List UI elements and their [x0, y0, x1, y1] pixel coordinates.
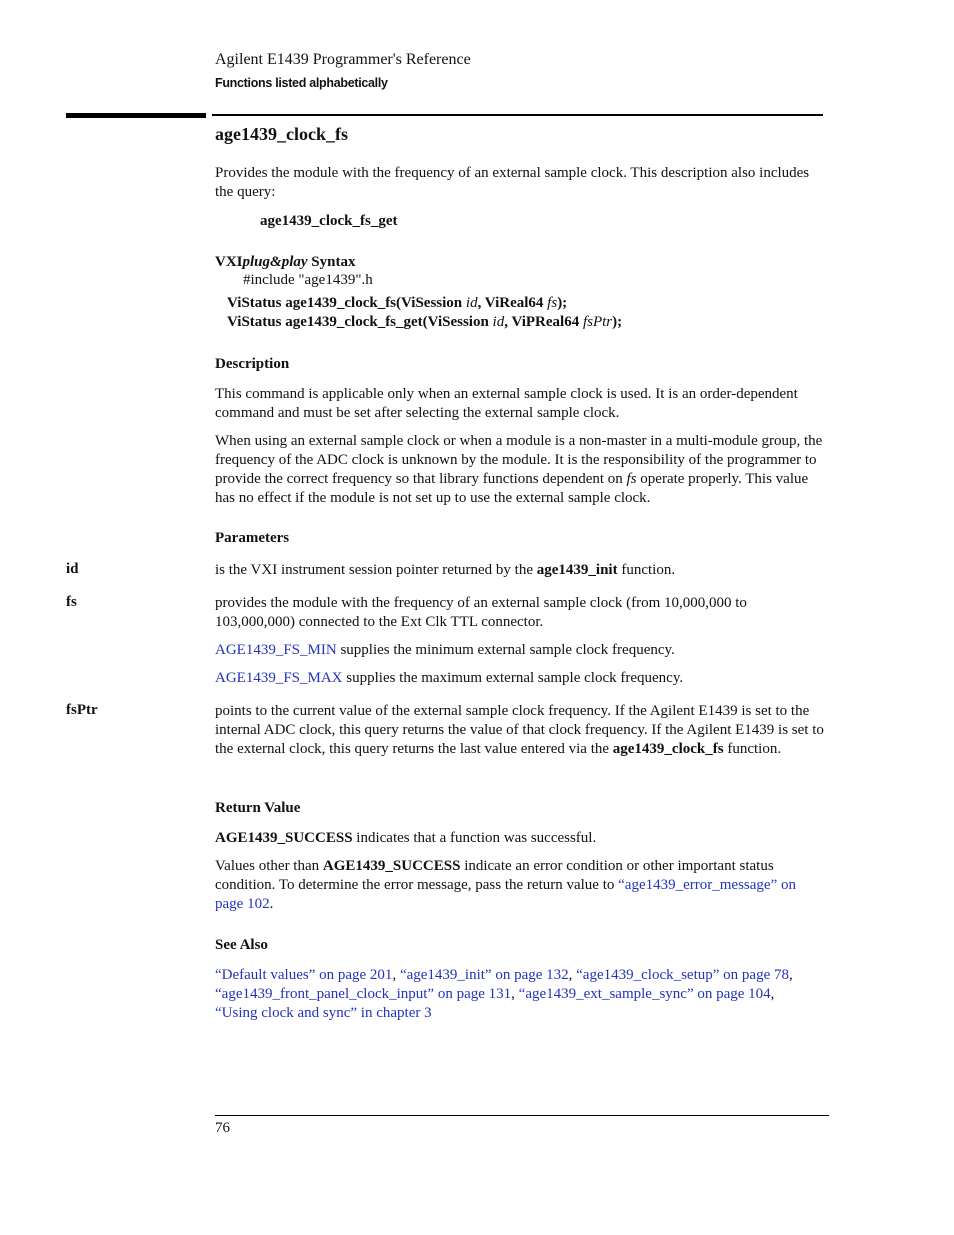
description-p2-a: When using an external sample clock or when a module is a non-master in a multi-module group, the frequency of the ADC clock is unknown by the module. It is the responsibility of the programmer to provide the correct frequency so that library functions dependent on — [215, 433, 823, 487]
syntax-2-e: ); — [612, 314, 623, 330]
header-rule-left — [66, 113, 206, 118]
param-fs-label: fs — [66, 594, 77, 610]
footer-rule — [215, 1115, 829, 1116]
syntax-line-1 — [227, 294, 567, 313]
param-fsptr-b: age1439_clock_fs — [612, 741, 724, 757]
rv-p1-b: indicates that a function was successful. — [352, 830, 597, 846]
header-rule-right — [212, 114, 823, 116]
param-id-c: function. — [617, 562, 676, 578]
param-fs-min — [215, 641, 825, 660]
rv-p2-a: Values other than — [215, 858, 323, 874]
section-subtitle: Functions listed alphabetically — [215, 76, 388, 90]
rv-p1-a: AGE1439_SUCCESS — [215, 830, 353, 846]
page-number: 76 — [215, 1120, 230, 1136]
param-fsptr-label: fsPtr — [66, 702, 98, 718]
description-p2-b: fs — [626, 471, 637, 487]
param-id-label: id — [66, 561, 79, 577]
fs-max-link[interactable]: AGE1439_FS_MAX — [215, 670, 343, 686]
syntax-1-b: id — [465, 295, 478, 311]
see-also-links: “Default values” on page 201, “age1439_init” on page 132, “age1439_clock_setup” on page 78, “age1439_front_panel_clock_input” on page 131, “age1439_ext_sample_sync” on page 104, “Using clock and sync” in chapter 3 — [215, 967, 793, 1021]
return-value-paragraph-1 — [215, 829, 825, 848]
running-header: Agilent E1439 Programmer's Reference — [215, 51, 471, 68]
description-paragraph-1: This command is applicable only when an external sample clock is used. It is an order-dependent command and must be set after selecting the external sample clock. — [215, 386, 798, 421]
fs-max-text: supplies the maximum external sample clock frequency. — [342, 670, 684, 686]
syntax-2-d: fsPtr — [582, 314, 613, 330]
syntax-heading-suffix: Syntax — [307, 254, 356, 270]
see-also-heading: See Also — [215, 937, 268, 953]
see-also-link-clock-setup[interactable]: “age1439_clock_setup” on page 78 — [576, 967, 789, 983]
syntax-heading — [215, 254, 355, 271]
syntax-1-e: ); — [557, 295, 568, 311]
param-fs-max — [215, 669, 825, 688]
return-value-heading: Return Value — [215, 800, 301, 816]
param-fs-text: provides the module with the frequency of an external sample clock (from 10,000,000 to 103,000,000) connected to the Ext Clk TTL connector. — [215, 595, 747, 630]
param-fsptr-c: function. — [723, 741, 782, 757]
syntax-heading-prefix: VXI — [215, 254, 243, 270]
function-title: age1439_clock_fs — [215, 124, 348, 144]
syntax-line-2 — [227, 313, 622, 332]
syntax-2-a: ViStatus age1439_clock_fs_get(ViSession — [227, 314, 493, 330]
param-id-b: age1439_init — [536, 562, 618, 578]
see-also-link-default-values[interactable]: “Default values” on page 201 — [215, 967, 393, 983]
syntax-1-a: ViStatus age1439_clock_fs(ViSession — [227, 295, 466, 311]
error-message-link[interactable]: “age1439_error_message” on page 102 — [215, 877, 796, 912]
syntax-1-d: fs — [547, 295, 558, 311]
description-paragraph-2 — [215, 432, 825, 508]
see-also-link-init[interactable]: “age1439_init” on page 132 — [399, 967, 569, 983]
see-also-link-ext-sample-sync[interactable]: “age1439_ext_sample_sync” on page 104 — [518, 986, 771, 1002]
intro-paragraph: Provides the module with the frequency of an external sample clock. This description also includes the query: — [215, 165, 810, 200]
description-heading: Description — [215, 356, 290, 372]
syntax-1-c: , ViReal64 — [477, 295, 548, 311]
param-fsptr-a: points to the current value of the external sample clock frequency. If the Agilent E1439 is set to the internal ADC clock, this query returns the value of that clock frequency. If the Agilent E1439 is set to the external clock, this query returns the last value entered via the — [215, 703, 824, 757]
see-also-link-using-clock-and-sync[interactable]: “Using clock and sync” in chapter 3 — [215, 1005, 432, 1021]
param-fsptr-text — [215, 702, 825, 759]
syntax-2-b: id — [492, 314, 505, 330]
description-p2-c: operate properly. This value has no effect if the module is not set up to use the external sample clock. — [215, 471, 809, 506]
parameters-heading: Parameters — [215, 530, 290, 546]
query-name: age1439_clock_fs_get — [260, 213, 398, 229]
syntax-heading-italic: plug&play — [242, 254, 308, 270]
param-id-a: is the VXI instrument session pointer returned by the — [215, 562, 537, 578]
return-value-paragraph-2 — [215, 857, 825, 914]
fs-min-text: supplies the minimum external sample clock frequency. — [336, 642, 675, 658]
rv-p2-d: . — [269, 896, 274, 912]
rv-p2-b: AGE1439_SUCCESS — [322, 858, 461, 874]
fs-min-link[interactable]: AGE1439_FS_MIN — [215, 642, 337, 658]
see-also-link-front-panel-clock-input[interactable]: “age1439_front_panel_clock_input” on page 131 — [215, 986, 512, 1002]
syntax-include: #include "age1439".h — [243, 272, 373, 288]
rv-p2-c: indicate an error condition or other important status condition. To determine the error message, pass the return value to — [215, 858, 774, 893]
param-id-text — [215, 561, 825, 580]
syntax-2-c: , ViPReal64 — [504, 314, 583, 330]
